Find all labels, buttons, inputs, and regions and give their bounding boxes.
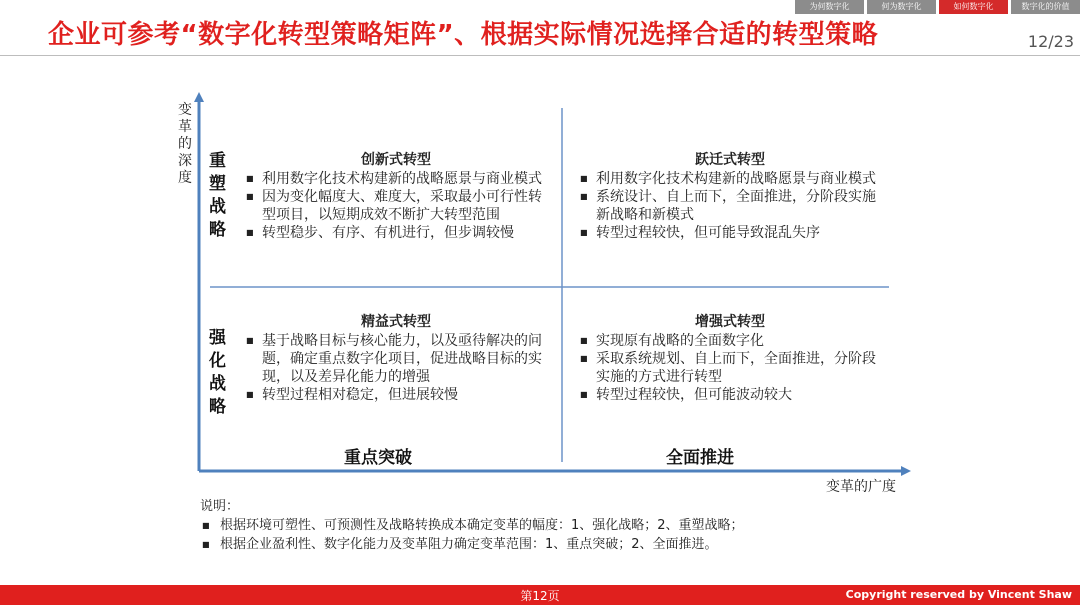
quadrant-enhanced (580, 313, 880, 404)
nav-tab-why[interactable]: 为何数字化 (795, 0, 864, 14)
x-axis-label: 变革的广度 (826, 479, 896, 495)
y-axis-label: 变革的深度 (178, 102, 192, 186)
column-label-comprehensive: 全面推进 (666, 448, 734, 468)
bullet-item: ■ 基于战略目标与核心能力，以及亟待解决的问题，确定重点数字化项目，促进战略目标的实现，以及差异化能力的增强 (246, 332, 546, 386)
bullet-item: ■ 利用数字化技术构建新的战略愿景与商业模式 (580, 170, 880, 188)
footer-bar (0, 585, 1080, 605)
quadrant-lean (246, 313, 546, 404)
bullet-item: ■ 实现原有战略的全面数字化 (580, 332, 880, 350)
quadrant-title: 创新式转型 (361, 152, 431, 168)
bullet-item: ■ 采取系统规划、自上而下，全面推进，分阶段实施的方式进行转型 (580, 350, 880, 386)
footer-copyright: Copyright reserved by Vincent Shaw (845, 588, 1072, 601)
quadrant-leapfrog (580, 151, 880, 242)
page-title: 企业可参考“数字化转型策略矩阵”、根据实际情况选择合适的转型策略 (48, 20, 879, 50)
quadrant-title: 跃迁式转型 (695, 152, 765, 168)
nav-tab-value[interactable]: 数字化的价值 (1011, 0, 1080, 14)
column-label-focused: 重点突破 (344, 448, 412, 468)
row-label-strengthen: 强化战略 (209, 328, 226, 417)
nav-tab-how[interactable]: 如何数字化 (939, 0, 1008, 14)
bullet-item: ■ 系统设计、自上而下，全面推进，分阶段实施新战略和新模式 (580, 188, 880, 224)
quadrant-innovative (246, 151, 546, 242)
quadrant-title: 精益式转型 (361, 314, 431, 330)
notes-section (200, 497, 744, 554)
notes-heading: 说明： (200, 499, 240, 514)
quadrant-title: 增强式转型 (695, 314, 765, 330)
note-item: ■ 根据企业盈利性、数字化能力及变革阻力确定变革范围：1、重点突破；2、全面推进。 (200, 535, 744, 554)
bullet-item: ■ 转型过程相对稳定，但进展较慢 (246, 386, 546, 404)
bullet-item: ■ 利用数字化技术构建新的战略愿景与商业模式 (246, 170, 546, 188)
bullet-item: ■ 转型过程较快，但可能波动较大 (580, 386, 880, 404)
page-counter: 12/23 (1027, 32, 1074, 51)
note-item: ■ 根据环境可塑性、可预测性及战略转换成本确定变革的幅度：1、强化战略；2、重塑战略； (200, 516, 744, 535)
footer-page-number: 第12页 (520, 589, 560, 603)
bullet-item: ■ 因为变化幅度大、难度大，采取最小可行性转型项目，以短期成效不断扩大转型范围 (246, 188, 546, 224)
bullet-item: ■ 转型过程较快，但可能导致混乱失序 (580, 224, 880, 242)
nav-tab-what[interactable]: 何为数字化 (867, 0, 936, 14)
row-label-reshape: 重塑战略 (209, 151, 226, 240)
bullet-item: ■ 转型稳步、有序、有机进行，但步调较慢 (246, 224, 546, 242)
